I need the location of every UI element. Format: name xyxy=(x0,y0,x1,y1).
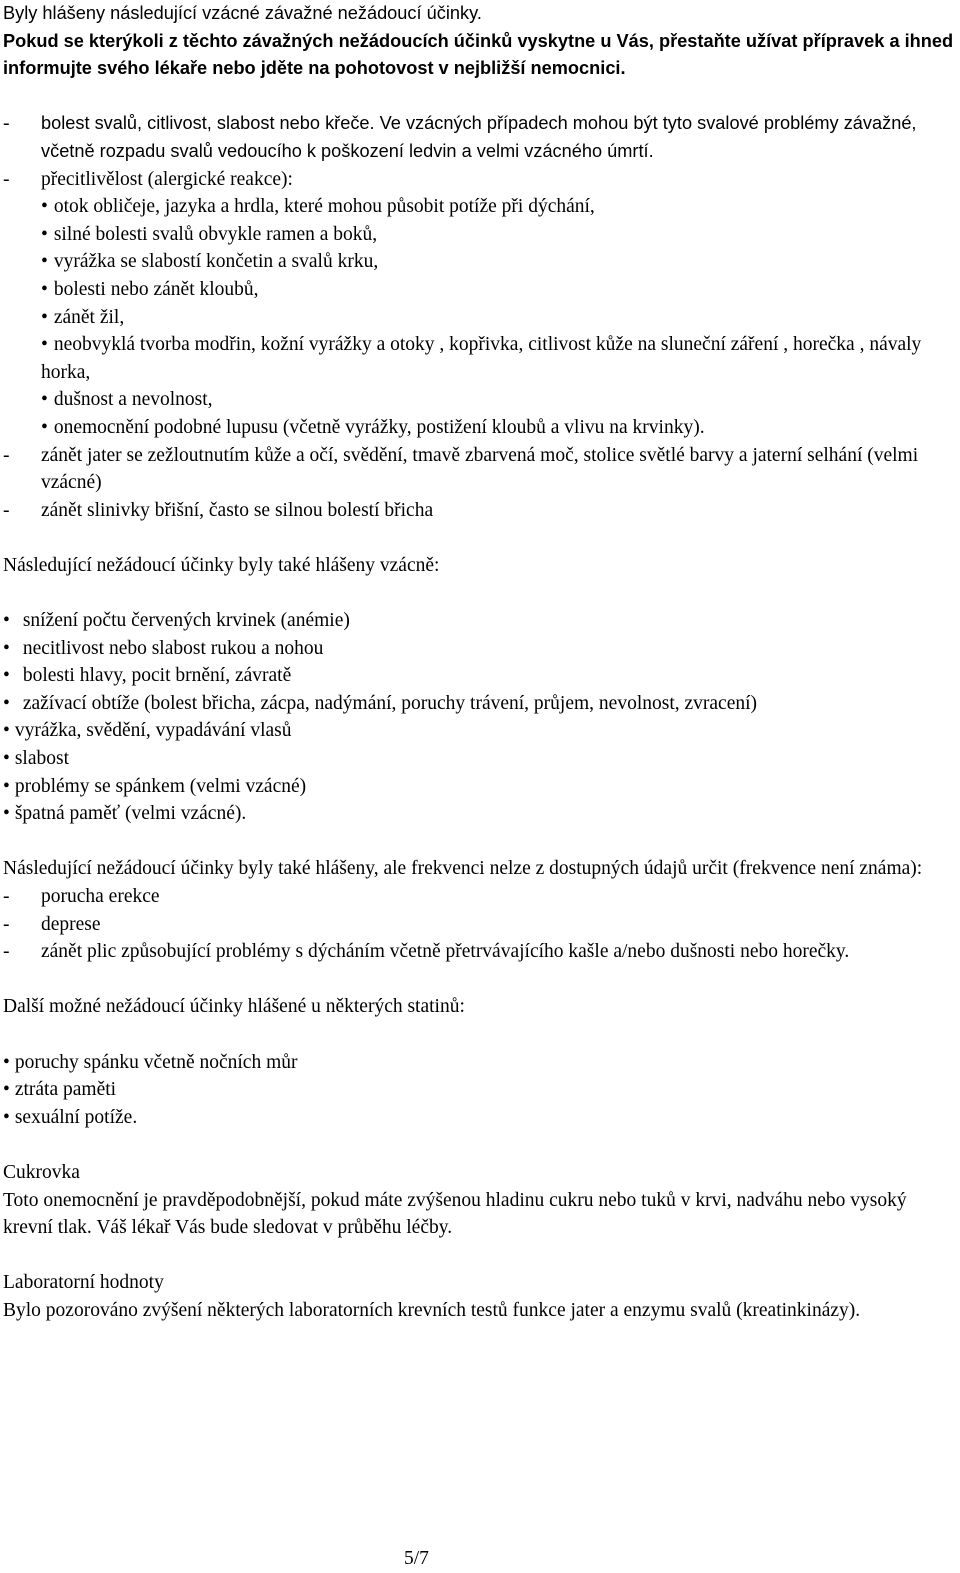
unknown-heading: Následující nežádoucí účinky byly také hlášeny, ale frekvenci nelze z dostupných údajů určit (frekvence není známa): xyxy=(3,858,923,880)
list-item: • snížení počtu červených krvinek (anémie) xyxy=(3,610,350,632)
liver-text: zánět jater se zežloutnutím kůže a očí, svědění, tmavě zbarvená moč, stolice světlé barvy a jaterní selhání (velmi vzácné) xyxy=(41,444,919,494)
list-item: • ztráta paměti xyxy=(3,1079,117,1101)
bullet-marker: • xyxy=(41,389,48,411)
list-item: • dušnost a nevolnost, xyxy=(41,389,213,411)
unknown-item: - zánět plic způsobující problémy s dýcháním včetně přetrvávajícího kašle a/nebo dušnosti nebo horečky. xyxy=(3,938,958,966)
lab-heading: Laboratorní hodnoty xyxy=(3,1272,164,1294)
list-item: • zažívací obtíže (bolest břicha, zácpa, nadýmání, poruchy trávení, průjem, nevolnost, zvracení) xyxy=(3,692,758,714)
statins-heading: Další možné nežádoucí účinky hlášené u některých statinů: xyxy=(3,996,465,1018)
serious-liver-item xyxy=(3,442,958,497)
list-item: • poruchy spánku včetně nočních můr xyxy=(3,1051,298,1073)
diabetes-heading: Cukrovka xyxy=(3,1161,80,1183)
dash-marker: - xyxy=(3,886,10,907)
bullet-marker: • xyxy=(41,334,48,356)
dash-marker: - xyxy=(3,913,10,935)
list-item: • problémy se spánkem (velmi vzácné) xyxy=(3,775,307,797)
list-item: • bolesti nebo zánět kloubů, xyxy=(41,278,259,300)
allergy-body xyxy=(41,166,958,442)
list-item: • sexuální potíže. xyxy=(3,1106,138,1128)
statins-list xyxy=(3,1049,958,1132)
bullet-marker: • xyxy=(41,416,48,438)
bullet-marker: • xyxy=(3,665,10,687)
bullet-marker: • xyxy=(3,775,10,797)
bullet-marker: • xyxy=(3,637,10,659)
list-item: • slabost xyxy=(3,748,69,770)
list-item: • vyrážka, svědění, vypadávání vlasů xyxy=(3,720,292,742)
spacer xyxy=(3,1131,958,1159)
page-number: 5/7 xyxy=(404,1548,429,1569)
spacer xyxy=(3,1021,958,1049)
intro-warning: Pokud se kterýkoli z těchto závažných nežádoucích účinků vyskytne u Vás, přestaňte užívat přípravek a ihned informujte svého lékaře nebo jděte na pohotovost v nejbližší nemocnici. xyxy=(3,30,954,79)
spacer xyxy=(3,828,958,856)
serious-pancreas-item xyxy=(3,497,958,525)
bullet-marker: • xyxy=(3,1106,10,1128)
bullet-marker: • xyxy=(41,306,48,328)
list-item: • silné bolesti svalů obvykle ramen a boků, xyxy=(41,223,378,245)
dash-marker: - xyxy=(3,941,10,963)
spacer xyxy=(3,1242,958,1270)
bullet-marker: • xyxy=(41,196,48,218)
unknown-item: - porucha erekce xyxy=(3,883,958,911)
allergy-list xyxy=(41,193,958,441)
bullet-marker: • xyxy=(3,1051,10,1073)
dash-marker: - xyxy=(3,113,10,135)
muscle-text xyxy=(41,110,958,165)
list-item: • neobvyklá tvorba modřin, kožní vyrážky a otoky , kopřivka, citlivost kůže na sluneční záření , horečka , návaly horka, xyxy=(41,334,922,383)
spacer xyxy=(3,83,958,111)
rare-heading: Následující nežádoucí účinky byly také hlášeny vzácně: xyxy=(3,554,440,576)
bullet-marker: • xyxy=(3,720,10,742)
bullet-marker: • xyxy=(3,1079,10,1101)
bullet-marker: • xyxy=(41,278,48,300)
dash-marker: - xyxy=(3,168,10,190)
list-item: • otok obličeje, jazyka a hrdla, které mohou působit potíže při dýchání, xyxy=(41,196,595,218)
list-item: • vyrážka se slabostí končetin a svalů krku, xyxy=(41,251,379,273)
serious-allergy-item xyxy=(3,166,958,442)
spacer xyxy=(3,524,958,552)
dash-marker: - xyxy=(3,444,10,466)
serious-muscle-item xyxy=(3,110,958,165)
list-item: • špatná paměť (velmi vzácné). xyxy=(3,803,247,825)
bullet-marker: • xyxy=(41,223,48,245)
rare-list-tight xyxy=(3,717,958,827)
spacer xyxy=(3,579,958,607)
list-item: • zánět žil, xyxy=(41,306,125,328)
bullet-marker: • xyxy=(3,610,10,632)
intro-section xyxy=(3,0,958,83)
lab-text: Bylo pozorováno zvýšení některých laboratorních krevních testů funkce jater a enzymu svalů (kreatinkinázy). xyxy=(3,1299,861,1321)
muscle-lead: bolest svalů, citlivost, slabost nebo křeče. xyxy=(41,113,375,134)
allergy-title: přecitlivělost (alergické reakce): xyxy=(41,168,293,190)
bullet-marker: • xyxy=(3,692,10,714)
document-content xyxy=(3,0,958,1325)
bullet-marker: • xyxy=(3,748,10,770)
bullet-marker: • xyxy=(3,803,10,825)
muscle-rest: Ve vzácných případech mohou být tyto svalové problémy závažné, včetně rozpadu svalů vedoucího k poškození ledvin a velmi vzácného úmrtí. xyxy=(41,113,917,161)
spacer xyxy=(3,966,958,994)
diabetes-text: Toto onemocnění je pravděpodobnější, pokud máte zvýšenou hladinu cukru nebo tuků v krvi, nadváhu nebo vysoký krevní tlak. Váš lékař Vás bude sledovat v průběhu léčby. xyxy=(3,1189,907,1239)
rare-list-indented xyxy=(3,607,958,717)
pancreas-text: zánět slinivky břišní, často se silnou bolestí břicha xyxy=(41,499,434,521)
list-item: • bolesti hlavy, pocit brnění, závratě xyxy=(3,665,292,687)
list-item: • onemocnění podobné lupusu (včetně vyrážky, postižení kloubů a vlivu na krvinky). xyxy=(41,416,705,438)
unknown-item: - deprese xyxy=(3,911,958,939)
bullet-marker: • xyxy=(41,251,48,273)
dash-marker: - xyxy=(3,499,10,521)
intro-line: Byly hlášeny následující vzácné závažné nežádoucí účinky. xyxy=(3,3,482,23)
list-item: • necitlivost nebo slabost rukou a nohou xyxy=(3,637,324,659)
